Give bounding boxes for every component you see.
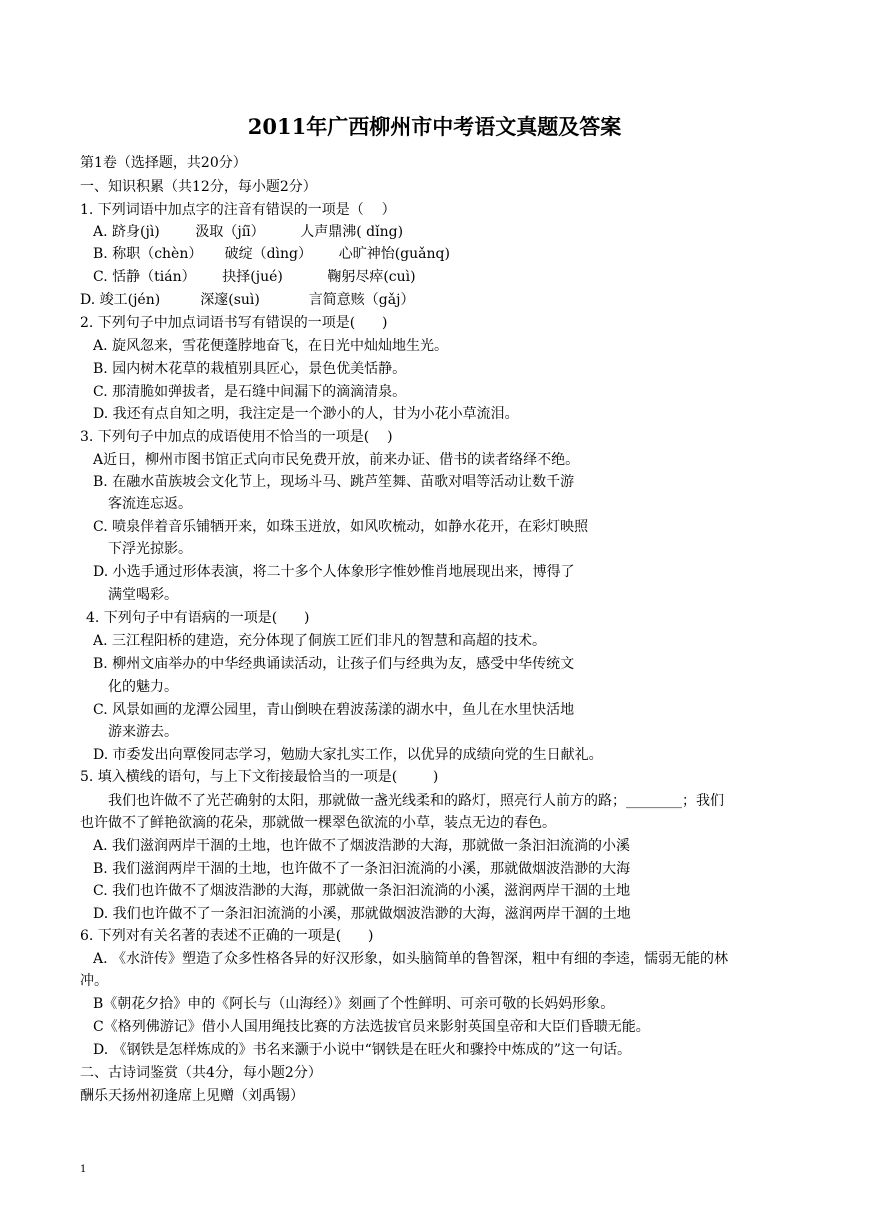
text-line: C. 恬静（tián） 抉择(jué) 鞠躬尽瘁(cuì) [93,269,416,285]
text-line: 二、古诗词鉴赏（共4分，每小题2分） [80,1065,322,1081]
page-number: 1 [80,1164,87,1175]
text-line: 化的魅力。 [108,679,178,695]
text-line: B. 园内树木花草的栽植别具匠心，景色优美恬静。 [93,361,407,377]
text-line: 3. 下列句子中加点的成语使用不恰当的一项是( ) [80,429,393,445]
text-line: 客流连忘返。 [108,496,192,512]
text-line: D. 市委发出向覃俊同志学习，勉励大家扎实工作，以优异的成绩向党的生日献礼。 [93,747,603,763]
text-line: 5. 填入横线的语句，与上下文衔接最恰当的一项是( ) [80,769,439,785]
text-line: C. 那清脆如弹拔者，是石缝中间漏下的滴滴清泉。 [93,384,407,400]
text-line: A近日，柳州市图书馆正式向市民免费开放，前来办证、借书的读者络绎不绝。 [93,452,580,468]
text-line: 6. 下列对有关名著的表述不正确的一项是( ) [80,928,374,944]
text-line: C. 风景如画的龙潭公园里，青山倒映在碧波荡漾的湖水中，鱼儿在水里快活地 [93,702,575,718]
text-line: 酬乐天扬州初逢席上见赠（刘禹锡） [80,1088,304,1104]
text-line: D. 小选手通过形体表演，将二十多个人体象形字惟妙惟肖地展现出来，博得了 [93,564,575,580]
text-line: 下浮光掠影。 [108,541,192,557]
text-line: A. 我们滋润两岸干涸的土地，也许做不了烟波浩渺的大海，那就做一条汩汩流淌的小溪 [93,838,631,854]
text-line: B. 称职（chèn） 破绽（dìng） 心旷神怡(guǎnq) [93,246,450,262]
text-line: C. 我们也许做不了烟波浩渺的大海，那就做一条汩汩流淌的小溪，滋润两岸干涸的土地 [93,883,631,899]
text-line: 4. 下列句子中有语病的一项是( ) [86,610,310,626]
text-line: A. 《水浒传》塑造了众多性格各异的好汉形象，如头脑简单的鲁智深，粗中有细的李逵，懦弱无能的林 [93,951,729,967]
text-line: 也许做不了鲜艳欲滴的花朵，那就做一棵翠色欲流的小草，装点无边的春色。 [80,815,556,831]
text-line: D. 竣工(jén) 深邃(suì) 言简意赅（gǎj） [80,292,415,308]
text-line: C《格列佛游记》借小人国用绳技比赛的方法选拔官员来影射英国皇帝和大臣们昏聩无能。 [93,1019,650,1035]
text-line: A. 跻身(jì) 汲取（jíī） 人声鼎沸( dǐng) [93,224,404,240]
text-line: D. 我还有点自知之明，我注定是一个渺小的人，甘为小花小草流泪。 [93,406,519,422]
document-title: 2011年广西柳州市中考语文真题及答案 [247,114,622,139]
text-line: 2. 下列句子中加点词语书写有错误的一项是( ) [80,315,388,331]
text-line: A. 三江程阳桥的建造，充分体现了侗族工匠们非凡的智慧和高超的技术。 [93,633,547,649]
text-line: 1. 下列词语中加点字的注音有错误的一项是（ ） [80,202,396,218]
text-line: D. 我们也许做不了一条汩汩流淌的小溪，那就做烟波浩渺的大海，滋润两岸干涸的土地 [93,906,631,922]
text-line: B. 我们滋润两岸干涸的土地，也许做不了一条汩汩流淌的小溪，那就做烟波浩渺的大海 [93,861,631,877]
text-line: C. 喷泉伴着音乐铺牺开来，如珠玉迸放，如风吹梳动，如静水花开，在彩灯映照 [93,519,589,535]
text-line: 一、知识积累（共12分，每小题2分） [80,179,317,195]
text-line: A. 旋风忽来，雪花便蓬脖地奋飞，在日光中灿灿地生光。 [93,338,449,354]
text-line: B. 柳州文庙举办的中华经典诵读活动，让孩子们与经典为友，感受中华传统文 [93,656,575,672]
text-line: B《朝花夕拾》申的《阿长与（山海经）》刻画了个性鲜明、可亲可敬的长妈妈形象。 [93,996,615,1012]
text-line: D. 《钢铁是怎样炼成的》书名来灏于小说中“钢铁是在旺火和骤拎中炼成的”这一句话。 [93,1042,631,1058]
text-line: B. 在融水苗族坡会文化节上，现场斗马、跳芦笙舞、苗歌对唱等活动让数千游 [93,474,575,490]
text-line: 满堂喝彩。 [108,587,178,603]
text-line: 冲。 [80,973,108,989]
text-line: 游来游去。 [108,724,178,740]
text-line: 我们也许做不了光芒确射的太阳，那就做一盏光线柔和的路灯，照亮行人前方的路；________；我们 [108,793,724,809]
text-line: 第1卷（选择题，共20分） [80,155,247,171]
